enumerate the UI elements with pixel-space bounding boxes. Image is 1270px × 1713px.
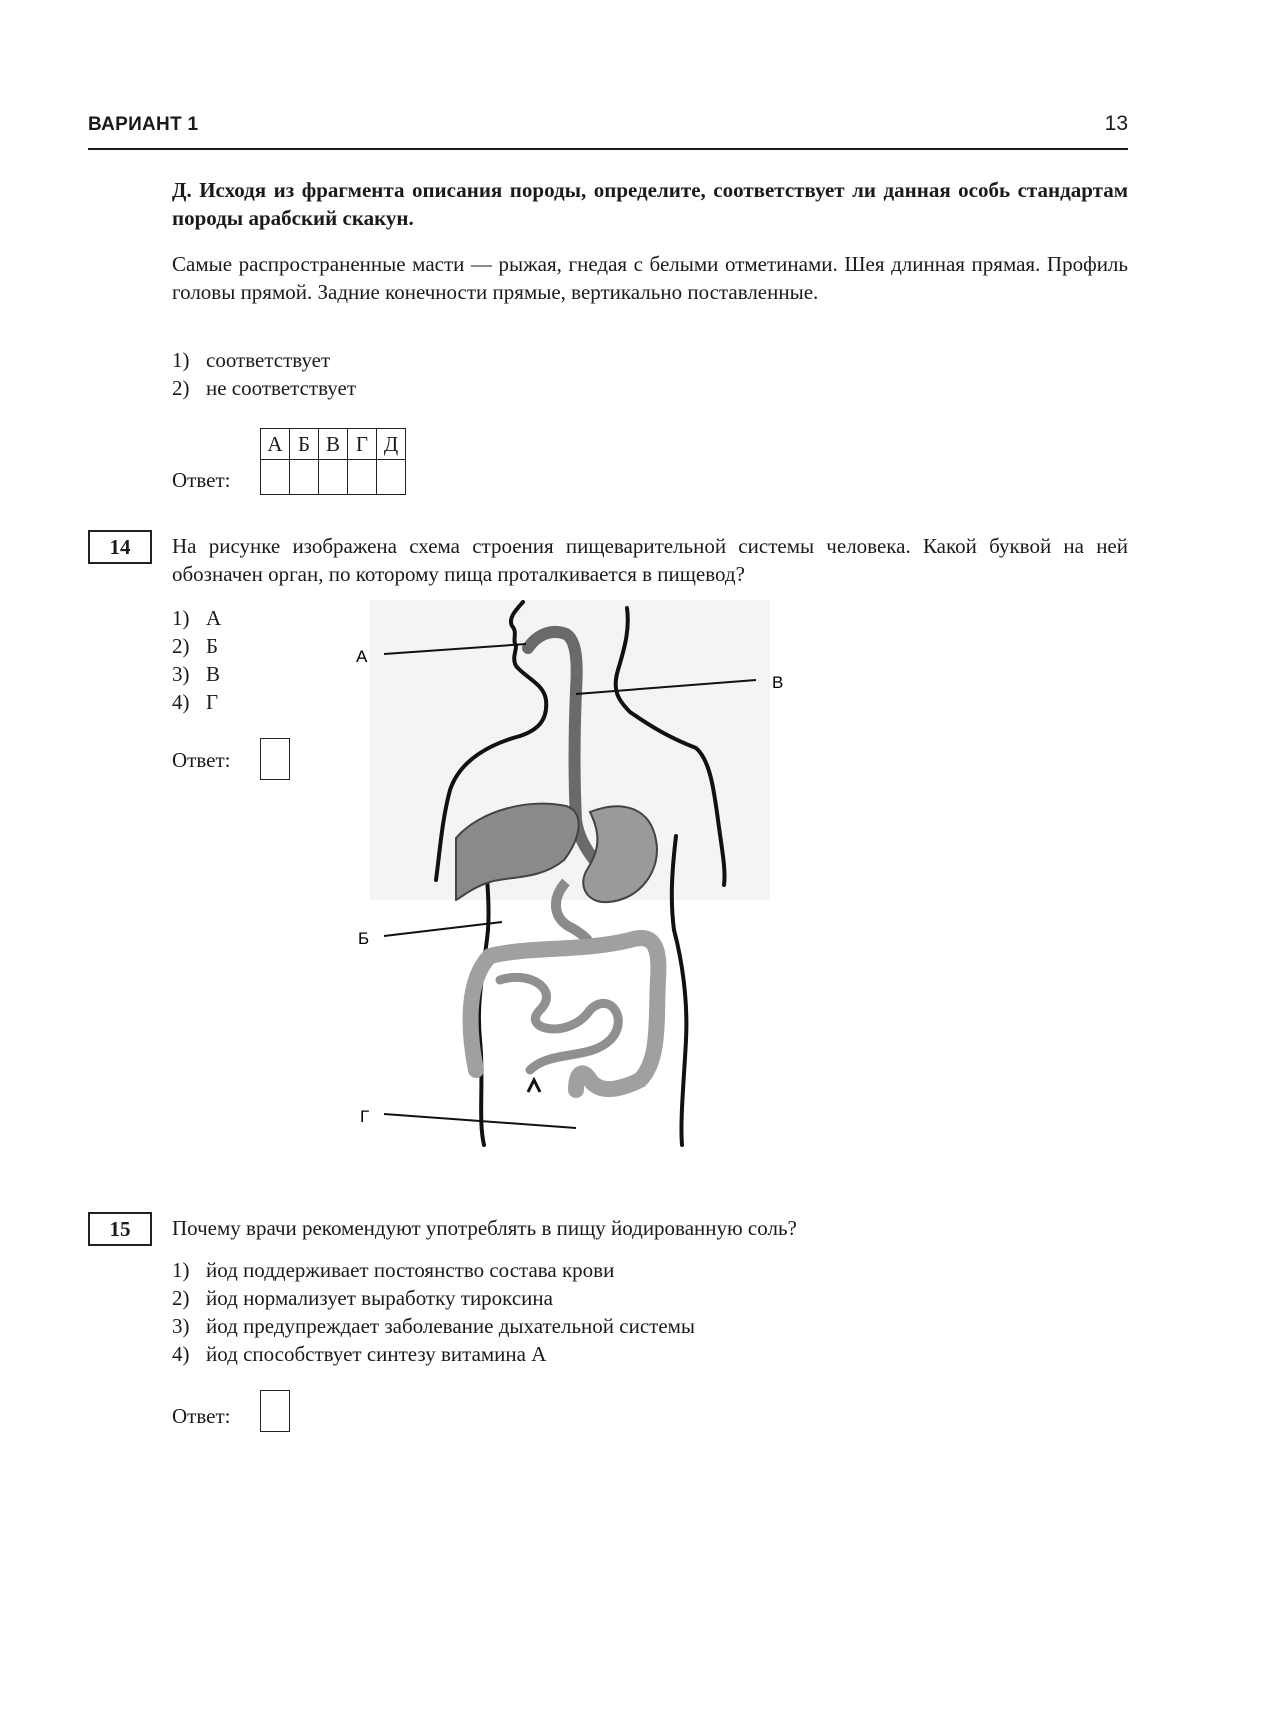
option-number: 2) xyxy=(172,634,190,658)
task-d-description: Самые распространенные масти — рыжая, гнедая с белыми отметинами. Шея длинная прямая. Профиль головы прямой. Задние конечности прямые, вертикально поставленные. xyxy=(172,252,1128,304)
grid-cell-b[interactable] xyxy=(290,460,319,495)
q15-answer-box[interactable] xyxy=(260,1390,290,1432)
grid-header-v: В xyxy=(319,429,348,460)
grid-cell-g[interactable] xyxy=(348,460,377,495)
option-text: йод поддерживает постоянство состава крови xyxy=(206,1258,615,1282)
option-number: 4) xyxy=(172,690,190,714)
option-text: А xyxy=(206,606,222,630)
option-text: йод предупреждает заболевание дыхательной системы xyxy=(206,1314,696,1338)
q14-answer-label: Ответ: xyxy=(172,748,231,772)
grid-header-d: Д xyxy=(377,429,406,460)
label-b: Б xyxy=(358,929,370,948)
option-number: 4) xyxy=(172,1342,190,1366)
q14-answer-box[interactable] xyxy=(260,738,290,780)
q15-text: Почему врачи рекомендуют употреблять в пищу йодированную соль? xyxy=(172,1216,797,1240)
task-d-answer-grid xyxy=(260,428,406,495)
q14-option-4[interactable] xyxy=(172,688,218,716)
label-v: В xyxy=(772,673,784,692)
label-g: Г xyxy=(360,1107,370,1126)
grid-cell-d[interactable] xyxy=(377,460,406,495)
q14-text: На рисунке изображена схема строения пищеварительной системы человека. Какой буквой на ней обозначен орган, по которому пища проталкивается в пищевод? xyxy=(172,534,1128,586)
option-text: Г xyxy=(206,690,219,714)
grid-header-a: А xyxy=(261,429,290,460)
grid-cell-v[interactable] xyxy=(319,460,348,495)
option-text: Б xyxy=(206,634,219,658)
task-d-option-2[interactable] xyxy=(172,374,356,402)
digestive-system-diagram xyxy=(340,600,800,1180)
question-number-14: 14 xyxy=(88,530,152,564)
task-d-option-1[interactable] xyxy=(172,346,330,374)
variant-title: ВАРИАНТ 1 xyxy=(88,114,199,135)
option-number: 3) xyxy=(172,662,190,686)
label-a: А xyxy=(356,647,368,666)
q14-option-2[interactable] xyxy=(172,632,218,660)
q14-option-3[interactable] xyxy=(172,660,220,688)
rectum-end xyxy=(528,1080,540,1092)
q15-option-3[interactable] xyxy=(172,1312,695,1340)
small-intestine xyxy=(500,977,618,1070)
option-number: 3) xyxy=(172,1314,190,1338)
page-number: 13 xyxy=(1104,112,1128,135)
task-d-prompt: Д. Исходя из фрагмента описания породы, определите, соответствует ли данная особь стандартам породы арабский скакун. xyxy=(172,178,1128,230)
q15-option-4[interactable] xyxy=(172,1340,546,1368)
q15-option-1[interactable] xyxy=(172,1256,614,1284)
grid-header-b: Б xyxy=(290,429,319,460)
header-divider xyxy=(88,148,1128,150)
option-number: 2) xyxy=(172,376,190,400)
q15-answer-label: Ответ: xyxy=(172,1404,231,1428)
option-text: В xyxy=(206,662,221,686)
option-number: 1) xyxy=(172,1258,190,1282)
option-number: 1) xyxy=(172,606,190,630)
option-text: йод нормализует выработку тироксина xyxy=(206,1286,553,1310)
option-number: 1) xyxy=(172,348,190,372)
option-number: 2) xyxy=(172,1286,190,1310)
large-intestine xyxy=(471,938,659,1090)
option-text: соответствует xyxy=(206,348,331,372)
option-text: йод способствует синтезу витамина А xyxy=(206,1342,547,1366)
q14-option-1[interactable] xyxy=(172,604,221,632)
q15-option-2[interactable] xyxy=(172,1284,553,1312)
question-number-15: 15 xyxy=(88,1212,152,1246)
grid-header-g: Г xyxy=(348,429,377,460)
grid-cell-a[interactable] xyxy=(261,460,290,495)
option-text: не соответствует xyxy=(206,376,356,400)
task-d-answer-label: Ответ: xyxy=(172,468,231,492)
